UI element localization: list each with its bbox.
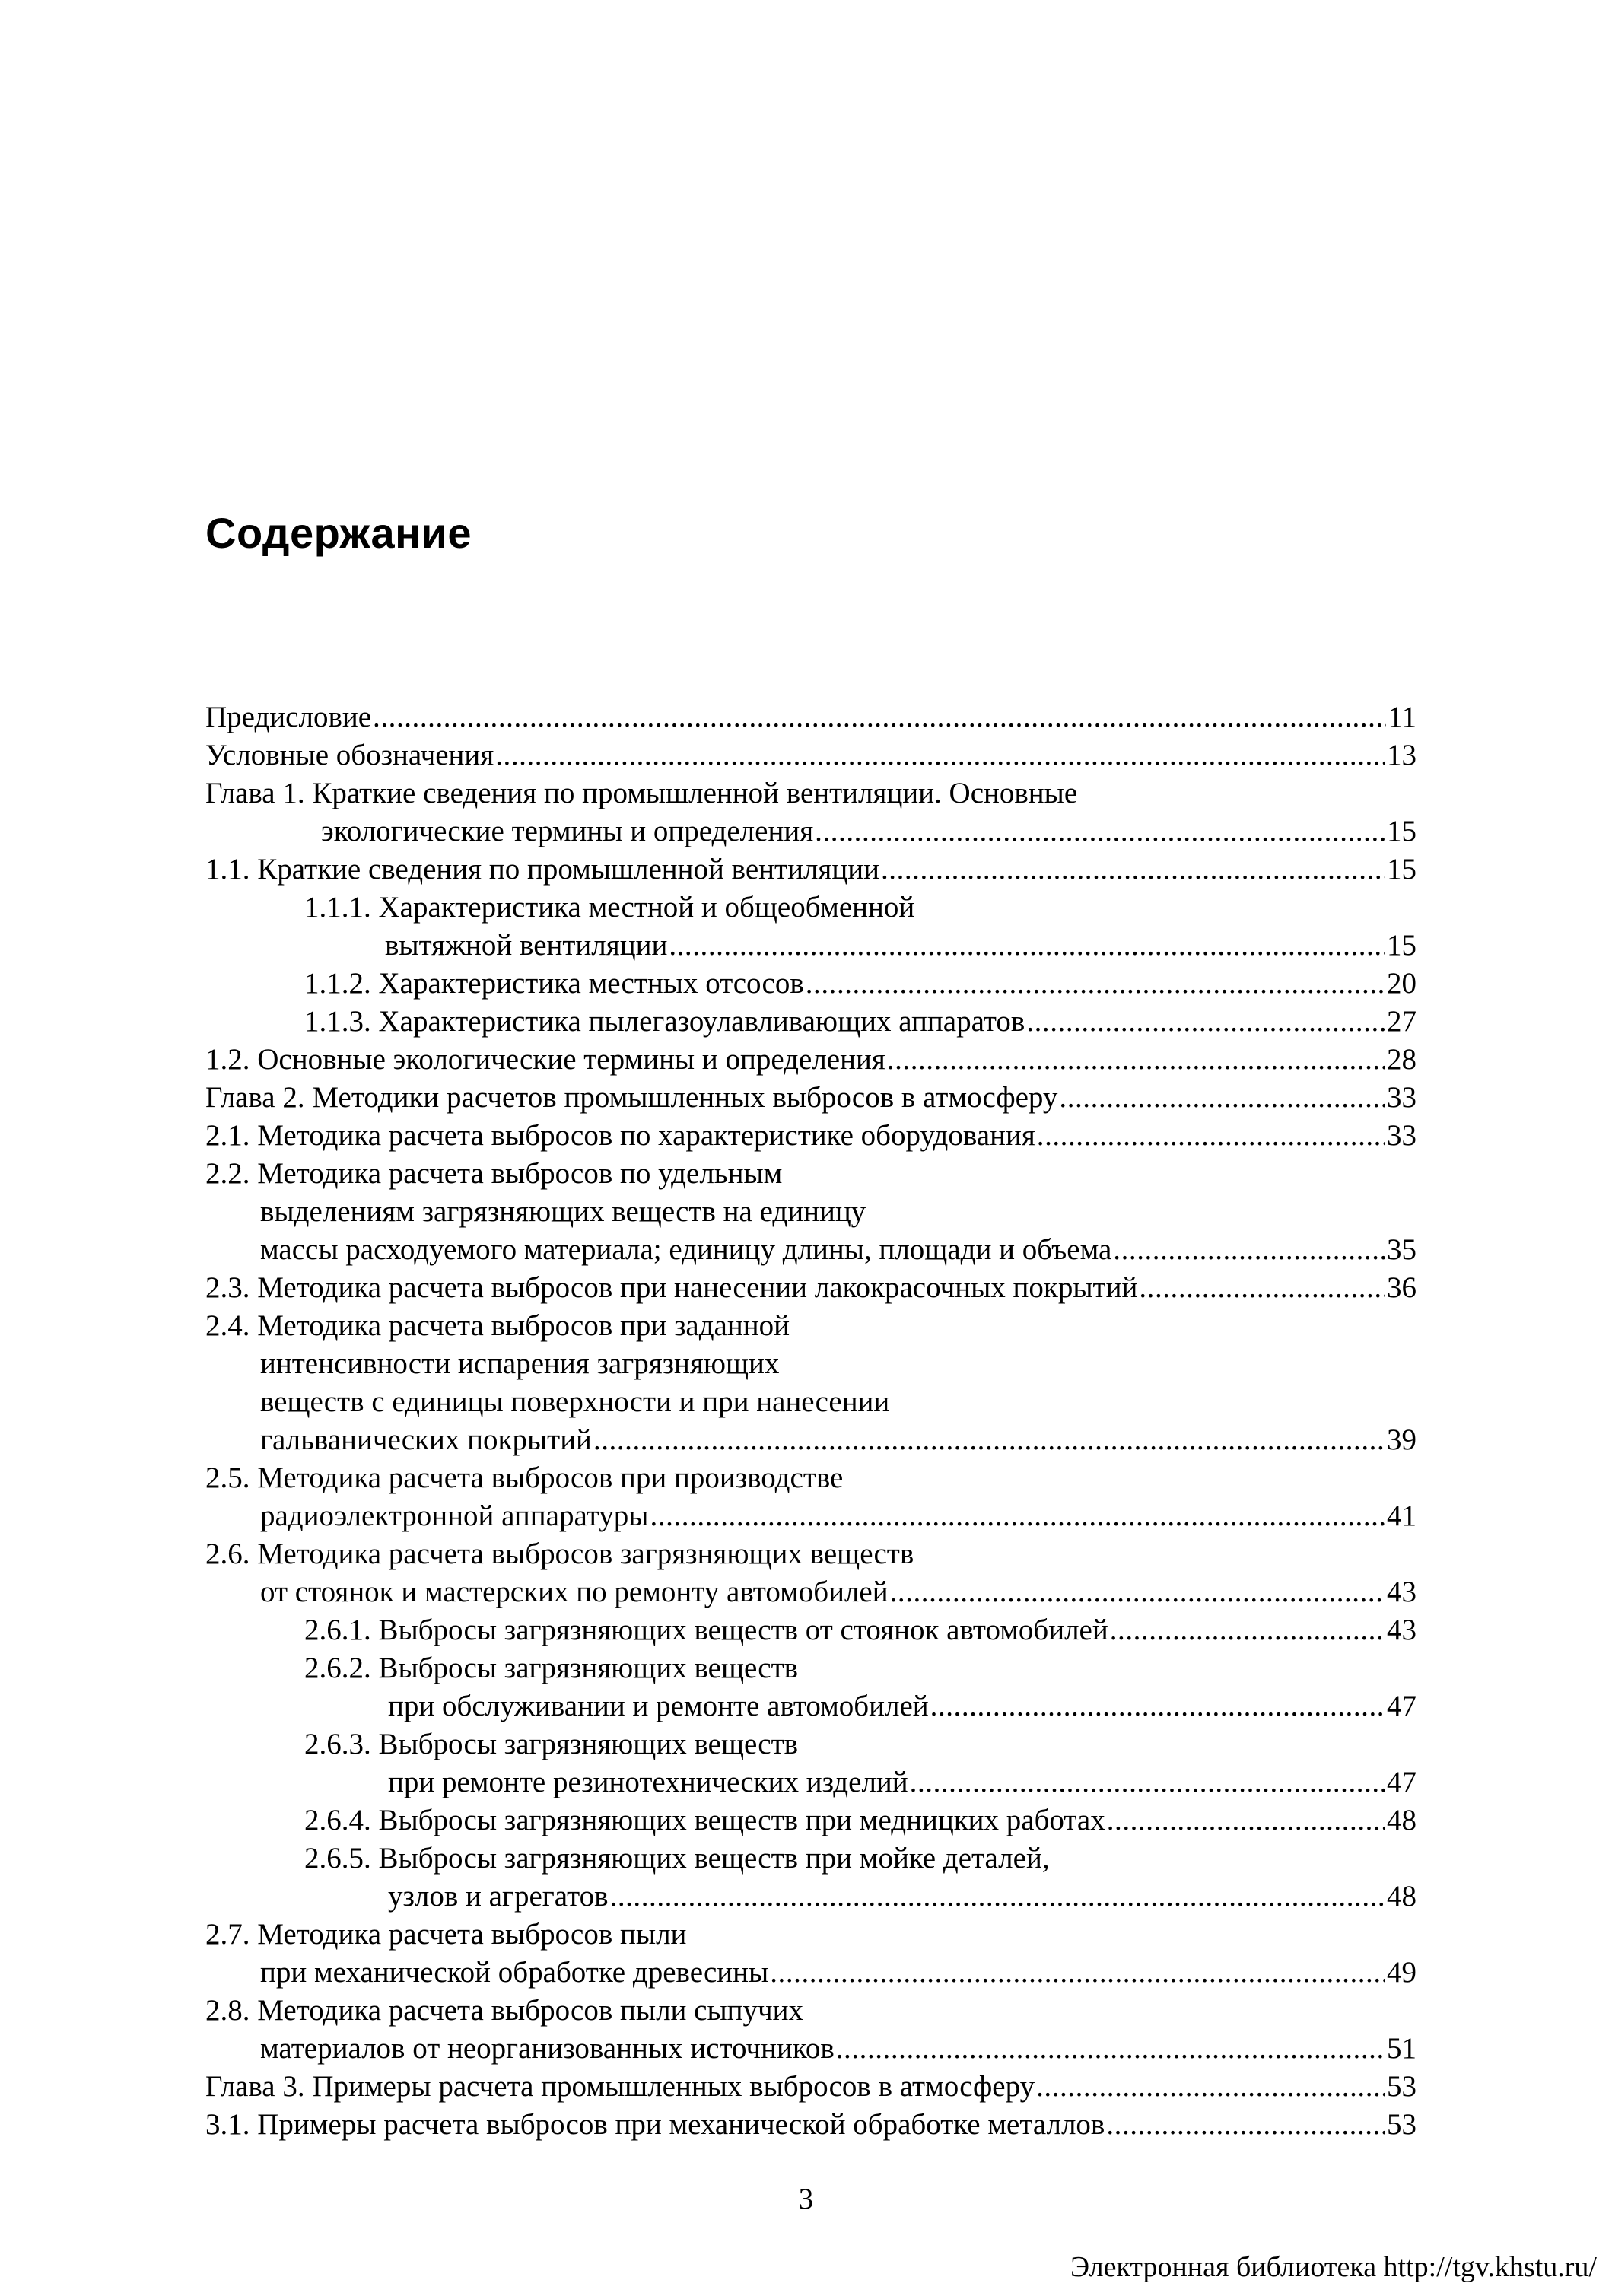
toc-leader-dots (1036, 2068, 1385, 2106)
toc-leader-dots (881, 851, 1385, 889)
toc-entry (205, 1041, 1416, 1079)
toc-entry-title: при механической обработке древесины (260, 1956, 769, 1989)
toc-entry-page: 53 (1387, 2108, 1416, 2141)
toc-entry (205, 1345, 1416, 1383)
toc-leader-dots (1110, 1611, 1385, 1649)
toc-leader-dots (815, 813, 1385, 851)
toc-entry-title: 2.6.2. Выбросы загрязняющих веществ (304, 1652, 799, 1684)
toc-entry-title: интенсивности испарения загрязняющих (260, 1347, 780, 1380)
toc-entry-title: радиоэлектронной аппаратуры (260, 1499, 649, 1532)
toc-entry-page: 13 (1387, 739, 1416, 771)
toc-entry-title: 2.6.3. Выбросы загрязняющих веществ (304, 1728, 799, 1760)
toc-entry-page: 28 (1387, 1043, 1416, 1076)
toc-entry (205, 2106, 1416, 2144)
toc-entry-title: 2.6.4. Выбросы загрязняющих веществ при медницких работах (304, 1804, 1105, 1836)
toc-leader-dots (1037, 1117, 1385, 1155)
toc-leader-dots (1107, 1802, 1385, 1840)
toc-entry-title: экологические термины и определения (321, 815, 814, 847)
toc-entry-title: при обслуживании и ремонте автомобилей (388, 1690, 929, 1722)
toc-entry-page: 41 (1387, 1499, 1416, 1532)
toc-entry-title: гальванических покрытий (260, 1423, 592, 1456)
toc-leader-dots (373, 698, 1386, 736)
toc-entry-page: 20 (1387, 967, 1416, 1000)
toc-entry-page: 33 (1387, 1081, 1416, 1114)
toc-entry-title: 2.5. Методика расчета выбросов при производстве (205, 1461, 844, 1494)
toc-entry-page: 47 (1387, 1766, 1416, 1798)
toc-entry (205, 1003, 1416, 1041)
toc-entry-title: вытяжной вентиляции (385, 929, 668, 962)
toc-entry-title: Условные обозначения (205, 739, 494, 771)
toc-entry (205, 1725, 1416, 1763)
toc-entry-page: 15 (1387, 929, 1416, 962)
table-of-contents (205, 698, 1416, 2144)
toc-entry-title: 1.1.3. Характеристика пылегазоулавливающих аппаратов (304, 1005, 1025, 1038)
toc-entry (205, 1649, 1416, 1687)
toc-entry (205, 1992, 1416, 2030)
page-title: Содержание (205, 509, 472, 557)
toc-entry-title: 2.7. Методика расчета выбросов пыли (205, 1918, 687, 1951)
toc-entry-title: 2.6.1. Выбросы загрязняющих веществ от стоянок автомобилей (304, 1614, 1108, 1646)
toc-entry-title: 3.1. Примеры расчета выбросов при механической обработке металлов (205, 2108, 1105, 2141)
toc-entry (205, 1954, 1416, 1992)
toc-entry (205, 1269, 1416, 1307)
toc-entry-page: 11 (1388, 701, 1416, 733)
toc-entry (205, 965, 1416, 1003)
toc-entry (205, 774, 1416, 813)
toc-leader-dots (1026, 1003, 1385, 1041)
toc-entry-page: 39 (1387, 1423, 1416, 1456)
toc-entry-page: 43 (1387, 1576, 1416, 1608)
toc-entry-title: Глава 1. Краткие сведения по промышленной вентиляции. Основные (205, 777, 1078, 809)
toc-entry (205, 1840, 1416, 1878)
toc-entry-title: 2.6.5. Выбросы загрязняющих веществ при мойке деталей, (304, 1842, 1050, 1875)
toc-entry (205, 1383, 1416, 1421)
toc-entry-title: от стоянок и мастерских по ремонту автомобилей (260, 1576, 889, 1608)
toc-leader-dots (770, 1954, 1385, 1992)
toc-leader-dots (910, 1763, 1385, 1802)
toc-leader-dots (930, 1687, 1385, 1725)
toc-entry (205, 851, 1416, 889)
toc-entry-page: 27 (1387, 1005, 1416, 1038)
toc-entry (205, 1535, 1416, 1573)
toc-entry (205, 1497, 1416, 1535)
toc-entry-page: 51 (1387, 2032, 1416, 2065)
toc-entry (205, 1079, 1416, 1117)
toc-entry (205, 1307, 1416, 1345)
toc-entry (205, 1916, 1416, 1954)
toc-entry-title: 2.3. Методика расчета выбросов при нанесении лакокрасочных покрытий (205, 1271, 1138, 1304)
toc-entry-page: 48 (1387, 1804, 1416, 1836)
toc-leader-dots (1059, 1079, 1385, 1117)
toc-entry (205, 1231, 1416, 1269)
toc-leader-dots (593, 1421, 1385, 1459)
toc-leader-dots (836, 2030, 1385, 2068)
toc-leader-dots (669, 927, 1385, 965)
toc-entry-page: 36 (1387, 1271, 1416, 1304)
toc-entry (205, 1611, 1416, 1649)
toc-entry-title: 1.2. Основные экологические термины и определения (205, 1043, 885, 1076)
toc-entry (205, 1802, 1416, 1840)
toc-entry (205, 889, 1416, 927)
toc-leader-dots (887, 1041, 1385, 1079)
toc-entry-title: 1.1.1. Характеристика местной и общеобменной (304, 891, 915, 924)
toc-entry-title: материалов от неорганизованных источников (260, 2032, 835, 2065)
toc-entry-title: узлов и агрегатов (388, 1880, 609, 1913)
toc-entry (205, 1573, 1416, 1611)
toc-entry (205, 698, 1416, 736)
toc-entry-page: 33 (1387, 1119, 1416, 1152)
toc-entry (205, 1459, 1416, 1497)
toc-entry (205, 1687, 1416, 1725)
toc-entry (205, 1193, 1416, 1231)
toc-entry-title: веществ с единицы поверхности и при нанесении (260, 1385, 890, 1418)
toc-entry-page: 53 (1387, 2070, 1416, 2103)
toc-entry-title: 1.1. Краткие сведения по промышленной вентиляции (205, 853, 879, 886)
toc-leader-dots (650, 1497, 1385, 1535)
toc-entry (205, 1421, 1416, 1459)
toc-entry-title: 2.8. Методика расчета выбросов пыли сыпучих (205, 1994, 804, 2027)
toc-entry-title: 2.1. Методика расчета выбросов по характеристике оборудования (205, 1119, 1035, 1152)
toc-entry (205, 1763, 1416, 1802)
toc-entry-title: 2.4. Методика расчета выбросов при заданной (205, 1309, 790, 1342)
toc-entry-title: массы расходуемого материала; единицу длины, площади и объема (260, 1233, 1112, 1266)
toc-entry (205, 1155, 1416, 1193)
toc-leader-dots (1139, 1269, 1385, 1307)
toc-entry-page: 47 (1387, 1690, 1416, 1722)
toc-leader-dots (1106, 2106, 1385, 2144)
toc-entry (205, 2068, 1416, 2106)
toc-entry (205, 1117, 1416, 1155)
toc-entry (205, 736, 1416, 774)
toc-entry-title: выделениям загрязняющих веществ на единицу (260, 1195, 866, 1228)
toc-leader-dots (806, 965, 1385, 1003)
toc-entry-page: 48 (1387, 1880, 1416, 1913)
toc-leader-dots (1113, 1231, 1385, 1269)
toc-entry-page: 49 (1387, 1956, 1416, 1989)
toc-entry-page: 43 (1387, 1614, 1416, 1646)
toc-entry-title: 1.1.2. Характеристика местных отсосов (304, 967, 804, 1000)
toc-leader-dots (890, 1573, 1385, 1611)
page-number: 3 (798, 2183, 814, 2215)
toc-entry-title: 2.6. Методика расчета выбросов загрязняющих веществ (205, 1538, 914, 1570)
library-footer: Электронная библиотека http://tgv.khstu.ru/ (1070, 2251, 1597, 2283)
toc-leader-dots (610, 1878, 1385, 1916)
toc-entry (205, 2030, 1416, 2068)
toc-entry-title: Глава 3. Примеры расчета промышленных выбросов в атмосферу (205, 2070, 1035, 2103)
toc-entry-title: Предисловие (205, 701, 372, 733)
toc-entry (205, 927, 1416, 965)
toc-entry-page: 35 (1387, 1233, 1416, 1266)
toc-entry (205, 813, 1416, 851)
toc-entry (205, 1878, 1416, 1916)
toc-entry-page: 15 (1387, 815, 1416, 847)
toc-entry-title: при ремонте резинотехнических изделий (388, 1766, 908, 1798)
toc-leader-dots (495, 736, 1385, 774)
toc-entry-title: Глава 2. Методики расчетов промышленных выбросов в атмосферу (205, 1081, 1058, 1114)
toc-entry-title: 2.2. Методика расчета выбросов по удельным (205, 1157, 783, 1190)
toc-entry-page: 15 (1387, 853, 1416, 886)
